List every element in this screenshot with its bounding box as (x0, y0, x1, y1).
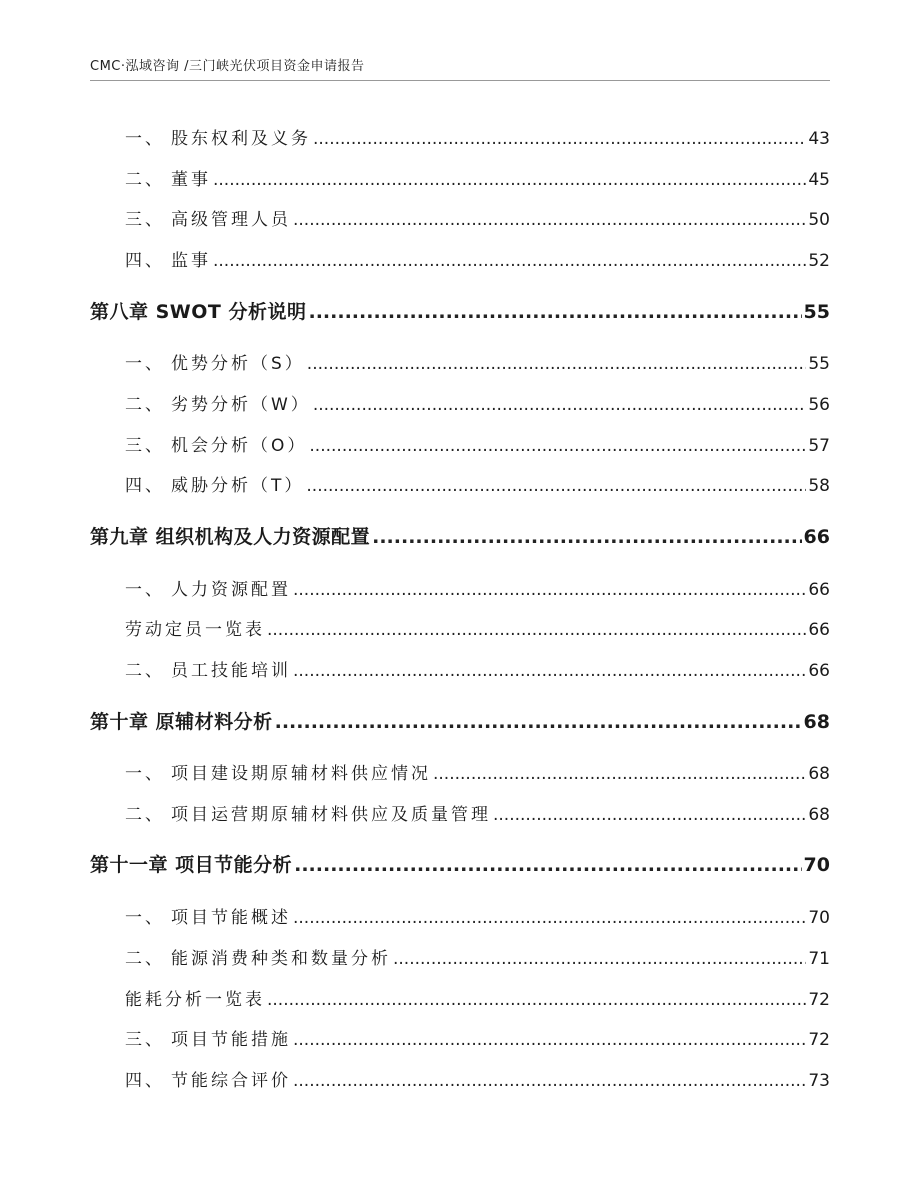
toc-entry-page: 72 (808, 990, 830, 1010)
dot-leader (293, 1030, 806, 1050)
toc-entry-number: 一、 (125, 129, 165, 149)
dot-leader (293, 1071, 806, 1091)
toc-entry[interactable] (125, 759, 830, 785)
toc-entry-page: 52 (808, 251, 830, 271)
toc-entry[interactable] (125, 471, 830, 497)
dot-leader (213, 251, 806, 271)
toc-entry-title: 节能综合评价 (171, 1071, 291, 1091)
toc-chapter-title: 第十章 原辅材料分析 (90, 711, 273, 733)
toc-entry-number: 四、 (125, 1071, 165, 1091)
header-divider (90, 80, 830, 81)
toc-entry-page: 66 (808, 580, 830, 600)
toc-entry-number: 二、 (125, 170, 165, 190)
toc-entry-title: 能耗分析一览表 (125, 990, 265, 1010)
toc-entry-page: 50 (808, 210, 830, 230)
toc-entry-title: 人力资源配置 (171, 580, 291, 600)
toc-entry[interactable] (125, 246, 830, 272)
toc-chapter[interactable] (90, 522, 830, 548)
toc-entry-page: 45 (808, 170, 830, 190)
toc-entry[interactable] (125, 205, 830, 231)
toc-chapter-title: 第十一章 项目节能分析 (90, 854, 293, 876)
toc-entry-title: 董事 (171, 170, 211, 190)
toc-entry-title: 员工技能培训 (171, 661, 291, 681)
dot-leader (372, 526, 801, 548)
toc-entry[interactable] (125, 944, 830, 970)
dot-leader (293, 908, 806, 928)
toc-entry-page: 66 (808, 620, 830, 640)
toc-entry[interactable] (125, 800, 830, 826)
toc-entry-number: 四、 (125, 476, 165, 496)
dot-leader (307, 354, 807, 374)
toc-entry[interactable] (125, 1025, 830, 1051)
toc-entry-title: 项目节能概述 (171, 908, 291, 928)
toc-entry-title: 项目建设期原辅材料供应情况 (171, 764, 431, 784)
toc-entry-number: 三、 (125, 1030, 165, 1050)
toc-entry[interactable] (125, 1066, 830, 1092)
toc-entry-title: 劣势分析（W） (171, 395, 311, 415)
toc-entry-page: 70 (808, 908, 830, 928)
toc-chapter-page: 68 (803, 711, 830, 733)
dot-leader (493, 805, 806, 825)
toc-entry-number: 一、 (125, 354, 165, 374)
toc-entry[interactable] (125, 615, 830, 641)
toc-entry-page: 43 (808, 129, 830, 149)
toc-entry[interactable] (125, 349, 830, 375)
dot-leader (309, 436, 806, 456)
toc-entry-number: 二、 (125, 805, 165, 825)
dot-leader (275, 711, 802, 733)
dot-leader (393, 949, 806, 969)
dot-leader (313, 129, 806, 149)
toc-entry-page: 55 (808, 354, 830, 374)
dot-leader (267, 620, 806, 640)
toc-entry[interactable] (125, 903, 830, 929)
toc-entry-number: 三、 (125, 210, 165, 230)
toc-chapter[interactable] (90, 297, 830, 323)
toc-entry-title: 机会分析（O） (171, 436, 308, 456)
dot-leader (293, 580, 806, 600)
toc-chapter-page: 70 (803, 854, 830, 876)
toc-entry-title: 股东权利及义务 (171, 129, 311, 149)
toc-chapter-page: 55 (803, 301, 830, 323)
dot-leader (308, 301, 801, 323)
toc-entry-number: 三、 (125, 436, 165, 456)
toc-entry-page: 57 (808, 436, 830, 456)
dot-leader (293, 661, 806, 681)
toc-entry-page: 66 (808, 661, 830, 681)
toc-chapter[interactable] (90, 707, 830, 733)
document-header: CMC·泓域咨询 /三门峡光伏项目资金申请报告 (90, 59, 365, 74)
toc-entry-title: 监事 (171, 251, 211, 271)
dot-leader (294, 854, 801, 876)
toc-entry-page: 68 (808, 805, 830, 825)
toc-entry-number: 二、 (125, 661, 165, 681)
toc-entry-number: 一、 (125, 764, 165, 784)
toc-entry-title: 项目运营期原辅材料供应及质量管理 (171, 805, 491, 825)
toc-entry-number: 一、 (125, 580, 165, 600)
toc-entry-page: 71 (808, 949, 830, 969)
dot-leader (213, 170, 806, 190)
dot-leader (293, 210, 806, 230)
toc-entry-page: 72 (808, 1030, 830, 1050)
toc-chapter-title: 第九章 组织机构及人力资源配置 (90, 526, 371, 548)
toc-chapter-title: 第八章 SWOT 分析说明 (90, 301, 307, 323)
toc-entry-title: 高级管理人员 (171, 210, 291, 230)
toc-entry[interactable] (125, 165, 830, 191)
dot-leader (306, 476, 806, 496)
toc-entry-number: 四、 (125, 251, 165, 271)
toc-entry[interactable] (125, 985, 830, 1011)
toc-entry[interactable] (125, 390, 830, 416)
toc-chapter[interactable] (90, 850, 830, 876)
toc-entry[interactable] (125, 431, 830, 457)
toc-entry-title: 威胁分析（T） (171, 476, 305, 496)
dot-leader (267, 990, 806, 1010)
toc-entry-page: 58 (808, 476, 830, 496)
toc-chapter-page: 66 (803, 526, 830, 548)
toc-entry-page: 73 (808, 1071, 830, 1091)
toc-entry-title: 优势分析（S） (171, 354, 305, 374)
toc-entry-number: 二、 (125, 395, 165, 415)
toc-entry[interactable] (125, 575, 830, 601)
toc-entry-page: 68 (808, 764, 830, 784)
dot-leader (313, 395, 807, 415)
toc-entry-page: 56 (808, 395, 830, 415)
toc-entry[interactable] (125, 124, 830, 150)
toc-entry-number: 二、 (125, 949, 165, 969)
toc-entry-title: 项目节能措施 (171, 1030, 291, 1050)
toc-entry-title: 能源消费种类和数量分析 (171, 949, 391, 969)
dot-leader (433, 764, 806, 784)
toc-entry-title: 劳动定员一览表 (125, 620, 265, 640)
toc-entry[interactable] (125, 656, 830, 682)
toc-entry-number: 一、 (125, 908, 165, 928)
